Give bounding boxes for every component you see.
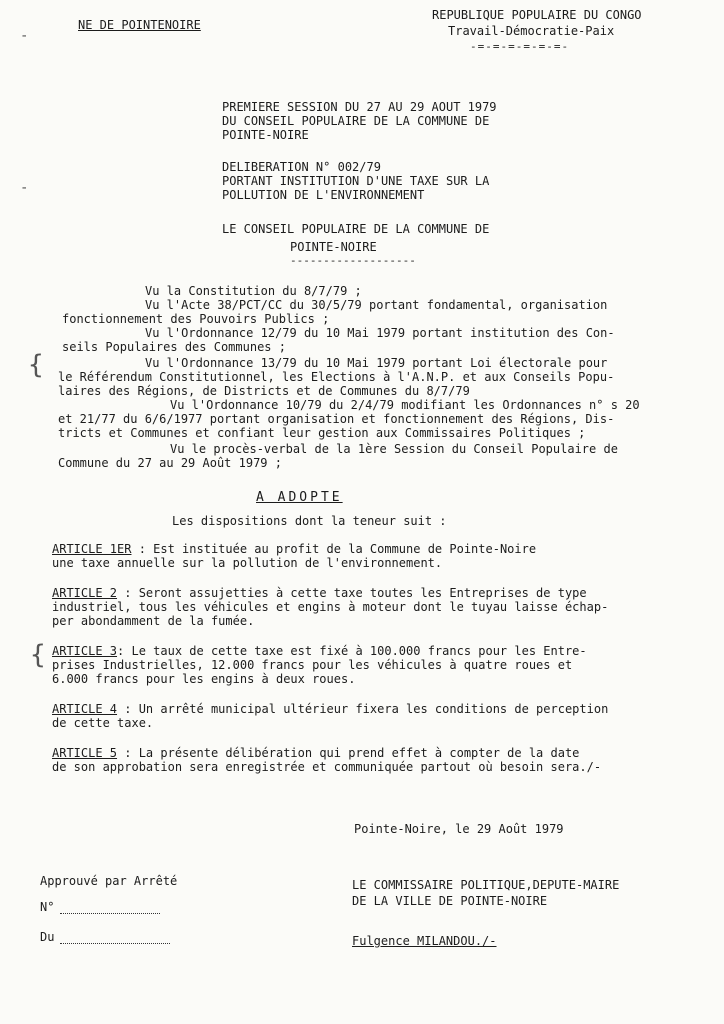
- considerant-2-cont: fonctionnement des Pouvoirs Publics ;: [62, 312, 330, 326]
- article-5-label: ARTICLE 5: [52, 746, 118, 760]
- deliberation-number: DELIBERATION N° 002/79: [222, 160, 381, 174]
- considerant-6-cont: Commune du 27 au 29 Août 1979 ;: [58, 456, 282, 470]
- considerant-3-cont: seils Populaires des Communes ;: [62, 340, 286, 354]
- considerant-4-cont-1: le Référendum Constitutionnel, les Elections à l'A.N.P. et aux Conseils Popu-: [58, 370, 615, 384]
- considerant-1: Vu la Constitution du 8/7/79 ;: [145, 284, 362, 298]
- signatory-title-1: LE COMMISSAIRE POLITIQUE,DEPUTE-MAIRE: [352, 878, 620, 892]
- considerant-6: Vu le procès-verbal de la 1ère Session du Conseil Populaire de: [170, 442, 618, 456]
- deliberation-line-2: PORTANT INSTITUTION D'UNE TAXE SUR LA: [222, 174, 490, 188]
- article-2-line-1: : Seront assujetties à cette taxe toutes les Entreprises de type: [117, 586, 587, 600]
- article-4: [52, 702, 608, 716]
- motto-rule: -=-=-=-=-=-=-: [470, 40, 570, 53]
- considerant-4: Vu l'Ordonnance 13/79 du 10 Mai 1979 portant Loi électorale pour: [145, 356, 608, 370]
- article-3-label: ARTICLE 3: [52, 644, 118, 658]
- article-5: [52, 746, 579, 760]
- council-line-1: LE CONSEIL POPULAIRE DE LA COMMUNE DE: [222, 222, 490, 236]
- article-2-line-2: industriel, tous les véhicules et engins à moteur dont le tuyau laisse échap-: [52, 600, 609, 614]
- session-line-2: DU CONSEIL POPULAIRE DE LA COMMUNE DE: [222, 114, 490, 128]
- deliberation-line-3: POLLUTION DE L'ENVIRONNEMENT: [222, 188, 425, 202]
- article-3: [52, 644, 587, 658]
- article-4-line-2: de cette taxe.: [52, 716, 154, 730]
- article-1: [52, 542, 536, 556]
- margin-mark: -: [20, 180, 29, 196]
- signatory-name: Fulgence MILANDOU./-: [352, 934, 497, 948]
- article-2: [52, 586, 587, 600]
- article-4-line-1: : Un arrêté municipal ultérieur fixera les conditions de perception: [117, 702, 609, 716]
- margin-bracket: {: [28, 350, 44, 380]
- considerant-2: Vu l'Acte 38/PCT/CC du 30/5/79 portant fondamental, organisation: [145, 298, 608, 312]
- council-line-2: POINTE-NOIRE: [290, 240, 377, 254]
- approval-number-label: N°: [40, 900, 55, 914]
- considerant-4-cont-2: laires des Régions, de Districts et de Communes du 8/7/79: [58, 384, 470, 398]
- considerant-5-cont-1: et 21/77 du 6/6/1977 portant organisation et fonctionnement des Régions, Dis-: [58, 412, 615, 426]
- approval-label: Approuvé par Arrêté: [40, 874, 178, 888]
- session-line-1: PREMIERE SESSION DU 27 AU 29 AOUT 1979: [222, 100, 497, 114]
- signatory-title-2: DE LA VILLE DE POINTE-NOIRE: [352, 894, 548, 908]
- article-3-line-2: prises Industrielles, 12.000 francs pour les véhicules à quatre roues et: [52, 658, 573, 672]
- motto: Travail-Démocratie-Paix: [448, 24, 615, 38]
- considerant-5: Vu l'Ordonnance 10/79 du 2/4/79 modifiant les Ordonnances n° s 20: [170, 398, 640, 412]
- republic-header: REPUBLIQUE POPULAIRE DU CONGO: [432, 8, 642, 22]
- article-3-line-3: 6.000 francs pour les engins à deux roues.: [52, 672, 356, 686]
- session-line-3: POINTE-NOIRE: [222, 128, 309, 142]
- approval-date-line: [60, 942, 170, 944]
- article-3-line-1: : Le taux de cette taxe est fixé à 100.000 francs pour les Entre-: [117, 644, 587, 658]
- place-date: Pointe-Noire, le 29 Août 1979: [354, 822, 564, 836]
- article-1-label: ARTICLE 1ER: [52, 542, 132, 556]
- article-1-line-1: : Est instituée au profit de la Commune de Pointe-Noire: [131, 542, 537, 556]
- article-2-label: ARTICLE 2: [52, 586, 118, 600]
- adopte-subtitle: Les dispositions dont la teneur suit :: [172, 514, 447, 528]
- commune-header: NE DE POINTENOIRE: [78, 18, 201, 32]
- article-5-line-2: de son approbation sera enregistrée et communiquée partout où besoin sera./-: [52, 760, 602, 774]
- article-2-line-3: per abondamment de la fumée.: [52, 614, 255, 628]
- article-5-line-1: : La présente délibération qui prend effet à compter de la date: [117, 746, 580, 760]
- article-1-line-2: une taxe annuelle sur la pollution de l'environnement.: [52, 556, 443, 570]
- margin-bracket: {: [30, 640, 46, 670]
- considerant-5-cont-2: tricts et Communes et confiant leur gestion aux Commissaires Politiques ;: [58, 426, 586, 440]
- approval-number-line: [60, 912, 160, 914]
- article-4-label: ARTICLE 4: [52, 702, 118, 716]
- council-rule: -------------------: [290, 254, 416, 267]
- margin-mark: -: [20, 28, 29, 44]
- approval-date-label: Du: [40, 930, 55, 944]
- adopte-title: A ADOPTE: [256, 490, 343, 505]
- considerant-3: Vu l'Ordonnance 12/79 du 10 Mai 1979 portant institution des Con-: [145, 326, 615, 340]
